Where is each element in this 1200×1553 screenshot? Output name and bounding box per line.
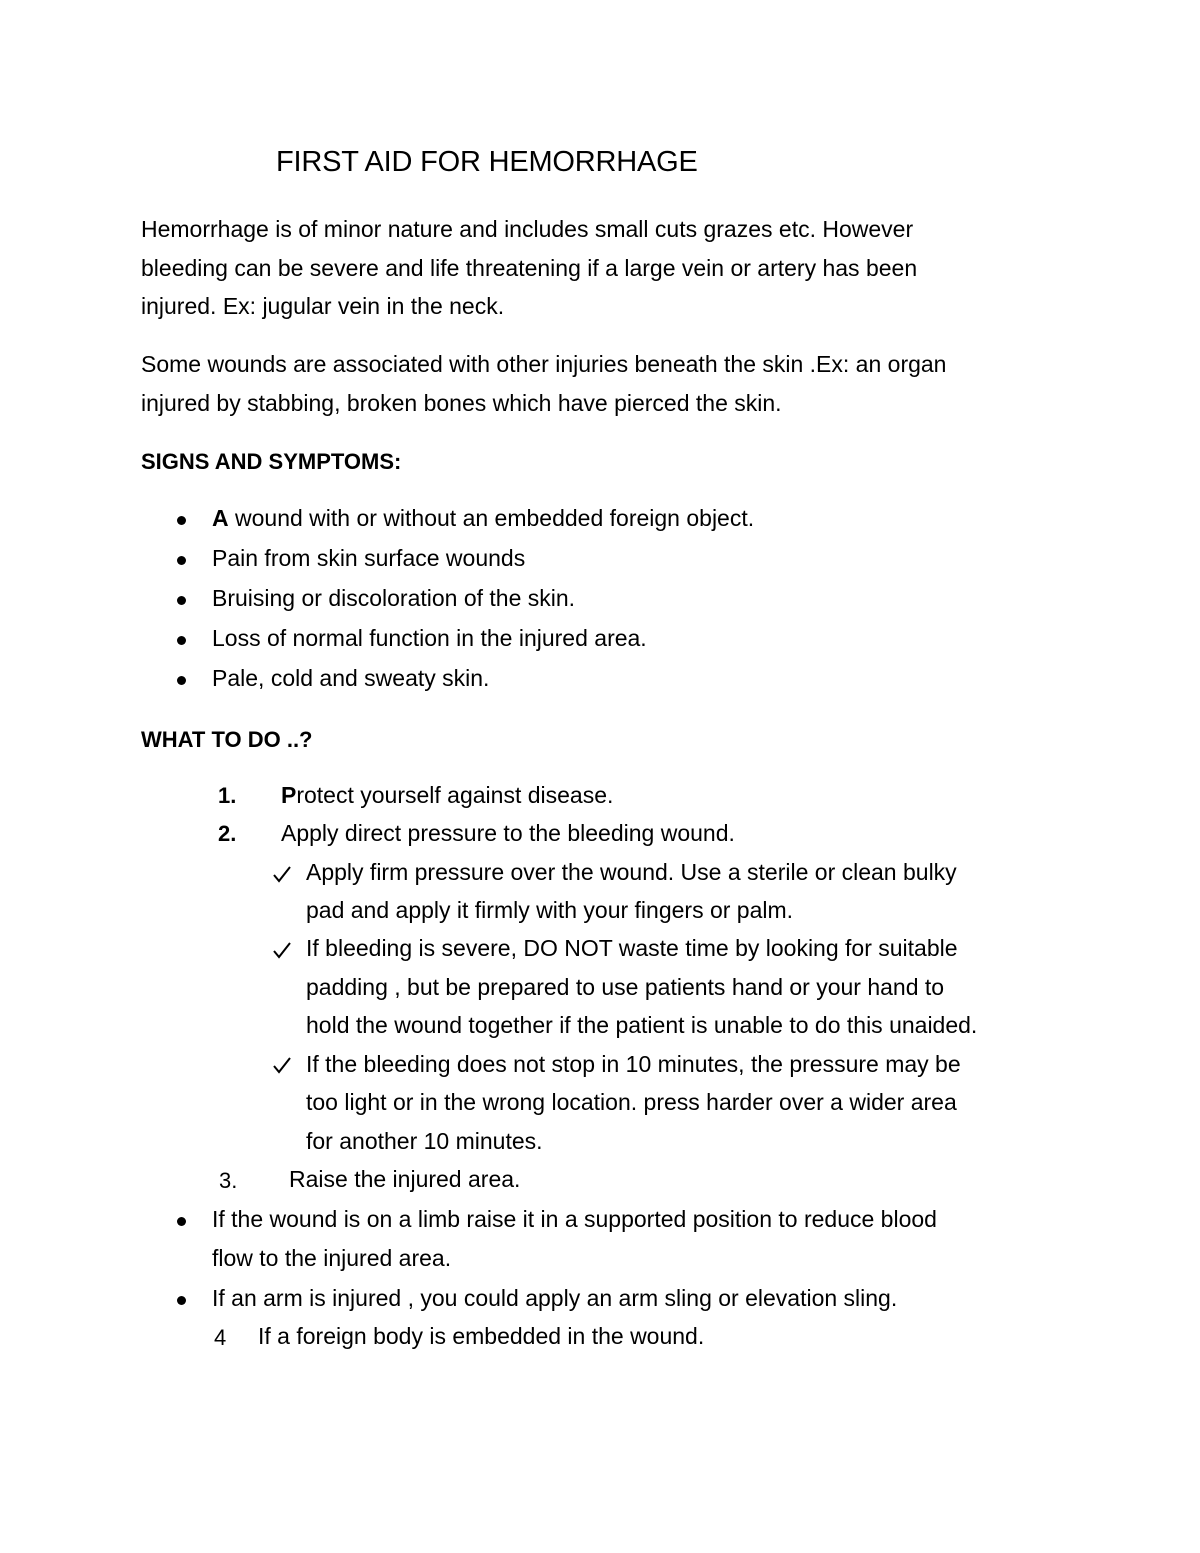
check-item-line: If bleeding is severe, DO NOT waste time by looking for suitable (306, 935, 958, 961)
intro-line: bleeding can be severe and life threatening if a large vein or artery has been (141, 254, 918, 281)
bullet-icon (177, 1296, 186, 1305)
intro-paragraph (141, 210, 1061, 326)
check-item-line: for another 10 minutes. (306, 1128, 543, 1154)
what-to-do-heading: WHAT TO DO ..? (141, 727, 313, 752)
signs-heading: SIGNS AND SYMPTOMS: (141, 449, 402, 474)
item-bold-lead: A (212, 505, 229, 531)
check-item-line: If the bleeding does not stop in 10 minutes, the pressure may be (306, 1051, 961, 1077)
bullet-icon (177, 516, 186, 525)
checkmark-icon (272, 940, 292, 960)
signs-list-item: Bruising or discoloration of the skin. (212, 585, 576, 611)
bullet-icon (177, 1217, 186, 1226)
step-number: 4 (214, 1325, 227, 1350)
bullet-icon (177, 676, 186, 685)
document-title: FIRST AID FOR HEMORRHAGE (276, 146, 698, 178)
bullet-icon (177, 596, 186, 605)
intro-line: Hemorrhage is of minor nature and includes small cuts grazes etc. However (141, 216, 914, 242)
check-item-line: Apply firm pressure over the wound. Use a sterile or clean bulky (306, 859, 957, 885)
step-bold-lead: P (281, 782, 297, 808)
signs-list-item (212, 505, 754, 532)
step-text: Raise the injured area. (289, 1166, 521, 1192)
checkmark-icon (272, 864, 292, 884)
step-text: Apply direct pressure to the bleeding wound. (281, 820, 735, 846)
check-item-line: padding , but be prepared to use patients hand or your hand to (306, 974, 945, 1000)
paragraph-line: Some wounds are associated with other injuries beneath the skin .Ex: an organ (141, 351, 947, 377)
step-text (281, 782, 613, 809)
associated-injuries-paragraph (141, 345, 1061, 422)
step-number: 3. (219, 1168, 238, 1193)
step-text: If a foreign body is embedded in the wound. (258, 1323, 705, 1349)
signs-list-item: Pale, cold and sweaty skin. (212, 665, 490, 691)
signs-list-item: Pain from skin surface wounds (212, 545, 526, 571)
step-rest: rotect yourself against disease. (296, 782, 614, 808)
bullet-item-line: flow to the injured area. (212, 1245, 452, 1271)
checkmark-icon (272, 1055, 292, 1075)
bullet-icon (177, 556, 186, 565)
check-item-line: hold the wound together if the patient is unable to do this unaided. (306, 1012, 978, 1038)
step-number: 2. (218, 821, 237, 846)
item-text: wound with or without an embedded foreign object. (228, 505, 755, 531)
bullet-icon (177, 636, 186, 645)
intro-line: injured. Ex: jugular vein in the neck. (141, 293, 505, 319)
bullet-item-line: If an arm is injured , you could apply an arm sling or elevation sling. (212, 1285, 898, 1311)
check-item-line: pad and apply it firmly with your fingers or palm. (306, 897, 794, 923)
paragraph-line: injured by stabbing, broken bones which have pierced the skin. (141, 389, 782, 416)
bullet-item-line: If the wound is on a limb raise it in a supported position to reduce blood (212, 1206, 937, 1232)
step-number: 1. (218, 783, 237, 808)
signs-list-item: Loss of normal function in the injured area. (212, 625, 647, 651)
check-item-line: too light or in the wrong location. press harder over a wider area (306, 1089, 957, 1115)
